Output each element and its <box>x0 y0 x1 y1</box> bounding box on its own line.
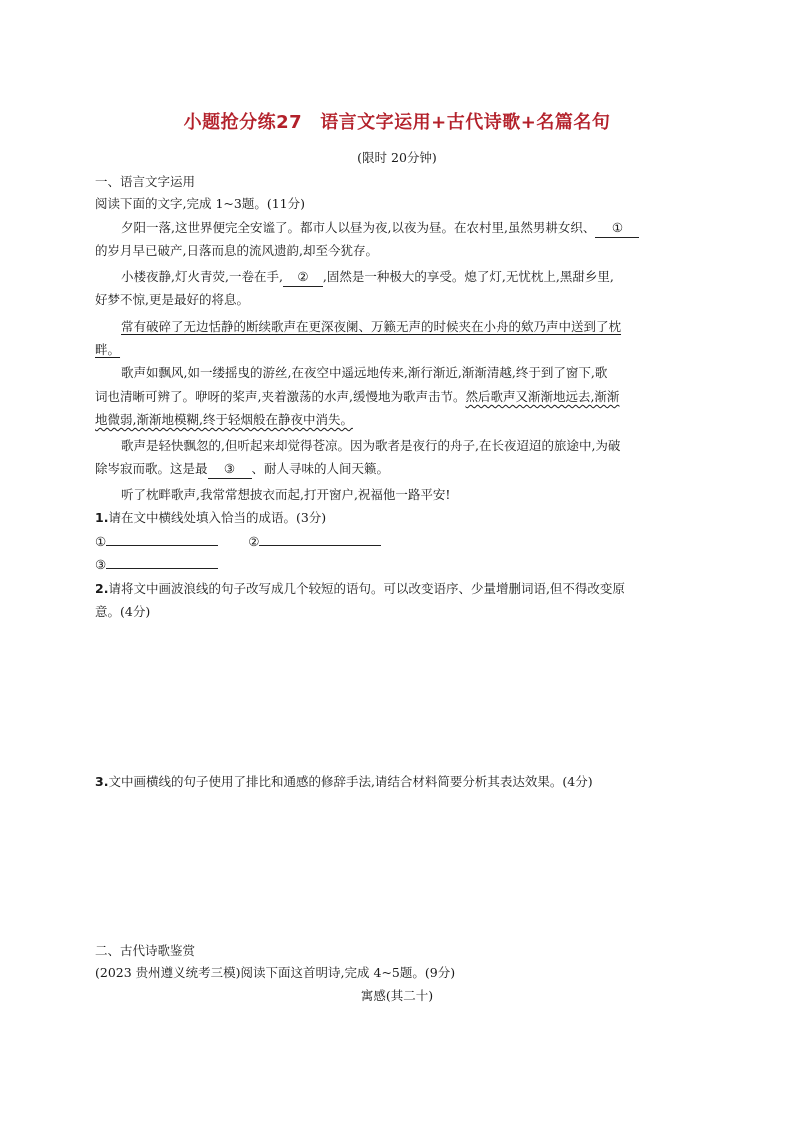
time-limit: (限时 20分钟) <box>357 150 437 165</box>
blank-1: ① <box>595 219 639 238</box>
question-3-number: 3. <box>95 774 109 789</box>
wavy-sentence-a: 然后歌声又渐渐地远去,渐渐 <box>465 389 620 404</box>
passage-p2-line2: 好梦不惊,更是最好的将息。 <box>95 292 249 307</box>
answer-line-3[interactable] <box>106 554 218 569</box>
passage-p5-line1: 歌声是轻快飘忽的,但听起来却觉得苍凉。因为歌者是夜行的舟子,在长夜迢迢的旅途中,为破 <box>121 438 621 453</box>
passage-p2-line1 <box>121 266 695 288</box>
passage-p1-line1 <box>121 217 695 239</box>
question-1-text: 请在文中横线处填入恰当的成语。(3分) <box>108 510 327 525</box>
section1-instruction: 阅读下面的文字,完成 1~3题。(11分) <box>95 196 305 211</box>
poem-title: 寓感(其二十) <box>360 988 434 1003</box>
answer-label-1: ① <box>95 534 107 549</box>
blank-3: ③ <box>208 460 252 479</box>
passage-p4-line2 <box>95 386 695 408</box>
blank-2: ② <box>283 268 323 287</box>
page-title <box>0 108 794 134</box>
underlined-sentence-a: 常有破碎了无边恬静的断续歌声在更深夜阑、万籁无声的时候夹在小舟的欸乃声中送到了枕 <box>121 319 622 334</box>
section2-heading: 二、古代诗歌鉴赏 <box>95 943 196 958</box>
passage-p6: 听了枕畔歌声,我常常想披衣而起,打开窗户,祝福他一路平安! <box>121 487 451 502</box>
question-3 <box>95 771 695 793</box>
p2-text-a: 小楼夜静,灯火青荧,一卷在手, <box>121 269 283 284</box>
p5-text-b2: 、耐人寻味的人间天籁。 <box>251 461 390 476</box>
title-part-1: 小题抢分练27 <box>183 112 303 133</box>
question-2 <box>95 578 695 600</box>
passage-p3-line1 <box>121 316 695 338</box>
underlined-sentence-b: 畔。 <box>95 342 121 357</box>
p1-text-a: 夕阳一落,这世界便完全安谧了。都市人以昼为夜,以夜为昼。在农村里,虽然男耕女织、 <box>121 220 596 235</box>
answer-line-1[interactable] <box>106 531 218 546</box>
answer-row-1 <box>95 531 695 553</box>
p2-text-b: ,固然是一种极大的享受。熄了灯,无忧枕上,黑甜乡里, <box>322 269 614 284</box>
passage-p1-line2: 的岁月早已破产,日落而息的流风遗韵,却至今犹存。 <box>95 243 378 258</box>
answer-line-2[interactable] <box>259 531 381 546</box>
passage-p5-line2 <box>95 458 695 480</box>
answer-label-3: ③ <box>95 557 107 572</box>
passage-p4-line3 <box>95 409 695 431</box>
question-1 <box>95 507 695 529</box>
section1-heading: 一、语言文字运用 <box>95 174 196 189</box>
question-2-cont: 意。(4分) <box>95 604 151 619</box>
question-2-text: 请将文中画波浪线的句子改写成几个较短的语句。可以改变语序、少量增删词语,但不得改变原 <box>108 581 625 596</box>
passage-p4-line1: 歌声如飘风,如一缕摇曳的游丝,在夜空中遥远地传来,渐行渐近,渐渐清越,终于到了窗下,歌 <box>121 365 608 380</box>
wavy-sentence-b: 地微弱,渐渐地模糊,终于轻烟般在静夜中消失。 <box>95 412 353 427</box>
answer-row-2 <box>95 554 695 576</box>
question-3-text: 文中画横线的句子使用了排比和通感的修辞手法,请结合材料简要分析其表达效果。(4分) <box>108 774 593 789</box>
passage-p3-line2 <box>95 339 695 361</box>
question-2-number: 2. <box>95 581 109 596</box>
question-1-number: 1. <box>95 510 109 525</box>
p4-text-b1: 词也清晰可辨了。咿呀的桨声,夹着激荡的水声,缓慢地为歌声击节。 <box>95 389 466 404</box>
answer-label-2: ② <box>248 534 260 549</box>
section2-instruction: (2023 贵州遵义统考三模)阅读下面这首明诗,完成 4~5题。(9分) <box>95 965 456 980</box>
p5-text-b1: 除岑寂而歌。这是最 <box>95 461 208 476</box>
title-part-2: 语言文字运用+古代诗歌+名篇名句 <box>320 112 611 133</box>
